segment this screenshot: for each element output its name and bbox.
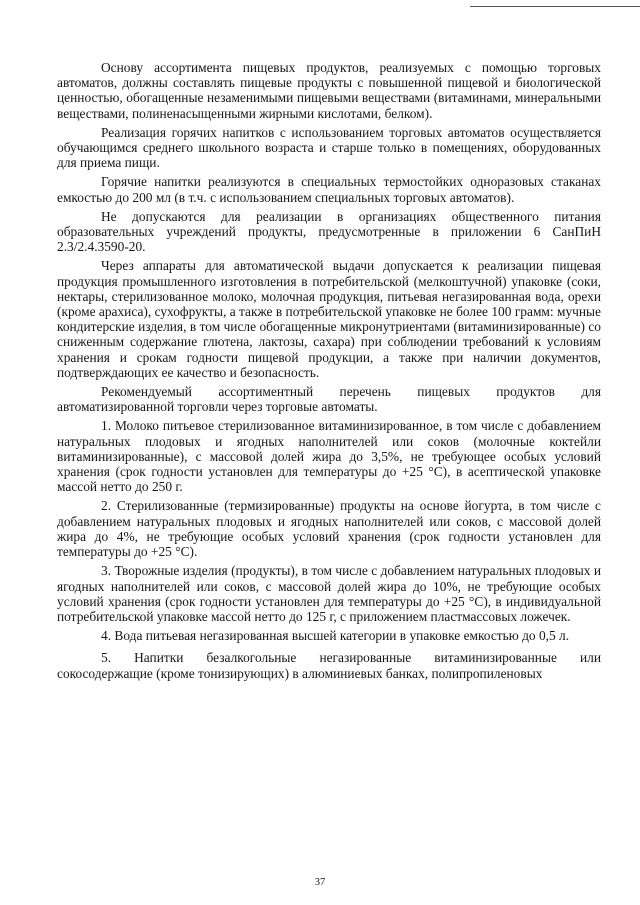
list-item-4: 4. Вода питьевая негазированная высшей категории в упаковке емкостью до 0,5 л. [101,628,570,644]
list-item-5: 5. Напитки безалкогольные негазированные витаминизированные или сокосодержащие (кроме тонизирующих) в алюминиевых банках, полипропиленовых [57,650,601,681]
list-item-3: 3. Творожные изделия (продукты), в том числе с добавлением натуральных плодовых и ягодных наполнителей или соков, с массовой долей жира до 10%, не требующие особых условий хранения (срок годности установлен для температуры до +25 °С), в индивидуальной потребительской упаковке массой нетто до 125 г, с приложением пластмассовых ложечек. [57,563,601,624]
paragraph-vending-allowed: Через аппараты для автоматической выдачи допускается к реализации пищевая продукция промышленного изготовления в потребительской (мелкоштучной) упаковке (соки, нектары, стерилизованное молоко, молочная продукция, питьевая негазированная вода, орехи (кроме арахиса), сухофрукты, а также в потребительской упаковке не более 100 грамм: мучные кондитерские изделия, в том числе обогащенные микронутриентами (витаминизированные) со сниженным содержание глютена, лактозы, сахара) при соблюдении требований к условиям хранения и срокам годности пищевой продукции, а также при наличии документов, подтверждающих ее качество и безопасность. [57,258,601,380]
page-number: 37 [314,877,326,888]
list-item-1: 1. Молоко питьевое стерилизованное витаминизированное, в том числе с добавлением натуральных плодовых и ягодных наполнителей или соков (молочные коктейли витаминизированные), с массовой долей жира до 3,5%, не требующее особых условий хранения (срок годности установлен для температуры до +25 °С), в асептической упаковке массой нетто до 250 г. [57,418,601,495]
paragraph-not-allowed: Не допускаются для реализации в организациях общественного питания образовательных учреждений продукты, предусмотренные в приложении 6 СанПиН 2.3/2.4.3590-20. [57,208,601,255]
paragraph-recommended-list: Рекомендуемый ассортиментный перечень пищевых продуктов для автоматизированной торговли через торговые автоматы. [57,384,601,415]
paragraph-assortment-basis: Основу ассортимента пищевых продуктов, реализуемых с помощью торговых автоматов, должны составлять пищевые продукты с повышенной пищевой и биологической ценностью, обогащенные незаменимыми пищевыми веществами (витаминами, минеральными веществами, полиненасыщенными жирными кислотами, белком). [57,60,601,121]
header-rule [470,6,640,7]
document-page [57,60,601,685]
paragraph-hot-drinks-cups: Горячие напитки реализуются в специальных термостойких одноразовых стаканах емкостью до 200 мл (в т.ч. с использованием специальных торговых автоматов). [57,174,601,205]
list-item-2: 2. Стерилизованные (термизированные) продукты на основе йогурта, в том числе с добавлением натуральных плодовых и ягодных наполнителей или соков, с массовой долей жира до 4%, не требующие особых условий хранения (срок годности установлен для температуры до +25 °С). [57,498,601,560]
paragraph-hot-drinks-sale: Реализация горячих напитков с использованием торговых автоматов осуществляется обучающимся среднего школьного возраста и старше только в помещениях, оборудованных для приема пищи. [57,124,601,171]
